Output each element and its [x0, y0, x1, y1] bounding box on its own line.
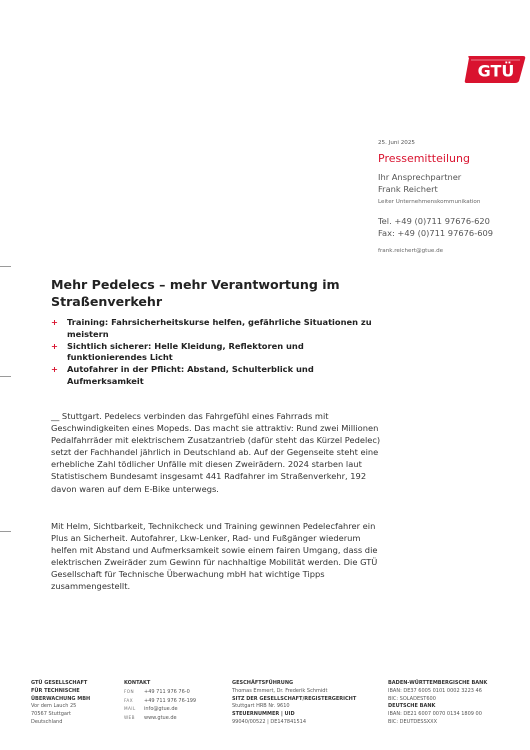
release-date: 25. Juni 2025	[378, 140, 415, 146]
press-release-title: Pressemitteilung	[378, 152, 470, 165]
contact-fax: Fax: +49 (0)711 97676-609	[378, 228, 494, 238]
contact-label: Ihr Ansprechpartner	[378, 172, 462, 182]
footer-mail-link[interactable]: MAIL info@gtue.de	[124, 706, 178, 713]
headline-line-1: Mehr Pedelecs – mehr Verantwortung im	[51, 277, 340, 292]
logo-wordmark: GTÜ	[477, 61, 515, 81]
key-point: + Sichtlich sicherer: Helle Kleidung, Reflektoren und funktionierendes Licht	[51, 340, 304, 362]
plus-icon: +	[51, 340, 58, 351]
gtue-logo	[463, 52, 527, 86]
footer-web-link[interactable]: WEB www.gtue.de	[124, 715, 177, 722]
key-point: + Autofahrer in der Pflicht: Abstand, Schulterblick und Aufmerksamkeit	[51, 364, 314, 386]
contact-role: Leiter Unternehmenskommunikation	[378, 199, 481, 205]
plus-icon: +	[51, 364, 58, 374]
footer-fax: FAX +49 711 976 76-199	[124, 697, 197, 704]
footer-management: GESCHÄFTSFÜHRUNG Thomas Emmert, Dr. Frederik Schmidt SITZ DER GESELLSCHAFT/REGISTERGERICHT Stuttgart HRB Nr. 9610 STEUERNUMMER | UID 99040/00522 | DE147841514	[232, 680, 357, 725]
contact-email-link[interactable]: frank.reichert@gtue.de	[378, 248, 444, 254]
key-points-list	[51, 317, 381, 388]
fold-mark-middle	[0, 376, 11, 377]
footer-company: GTÜ GESELLSCHAFT FÜR TECHNISCHE ÜBERWACHUNG MBH Vor dem Lauch 25 70567 Stuttgart Deutschland	[31, 680, 91, 725]
fold-mark-top	[0, 266, 11, 267]
footer-phone[interactable]: FON +49 711 976 76-0	[124, 688, 190, 695]
key-point: + Training: Fahrsicherheitskurse helfen, gefährliche Situationen zu meistern	[51, 317, 372, 339]
footer-banks: BADEN-WÜRTTEMBERGISCHE BANK IBAN: DE37 6005 0101 0002 3223 46 BIC: SOLADEST600 DEUTSCHE BANK IBAN: DE21 6007 0070 0134 1809 00 BIC: DEUTDESSXXX	[388, 680, 488, 725]
headline-line-2: Straßenverkehr	[51, 294, 163, 309]
fold-mark-bottom	[0, 531, 11, 532]
body-paragraph-2: Mit Helm, Sichtbarkeit, Technikcheck und Training gewinnen Pedelecfahrer ein Plus an Sicherheit. Autofahrer, Lkw-Lenker, Rad- und Fußgänger wiederum helfen mit Abstand und Aufmerksamkeit sowie einem fairen Umgang, dass die elektrischen Zweiräder zum Gewinn für nachhaltige Mobilität werden. Die GTÜ Gesellschaft für Technische Überwachung mbH hat wichtige Tipps zusammengestellt.	[51, 521, 378, 592]
footer-contact: KONTAKT FON +49 711 976 76-0 FAX +49 711 976 76-199 MAIL info@gtue.de WEB www.gtue.de	[124, 680, 197, 722]
article-headline	[51, 276, 381, 310]
contact-name: Frank Reichert	[378, 184, 438, 194]
plus-icon: +	[51, 317, 58, 327]
contact-phone[interactable]: Tel. +49 (0)711 97676-620	[378, 216, 490, 226]
body-paragraph-1: __ Stuttgart. Pedelecs verbinden das Fahrgefühl eines Fahrrads mit Geschwindigkeiten eines Mopeds. Das macht sie attraktiv: Rund zwei Millionen Pedalfahrräder mit elektrischem Zusatzantrieb (dafür steht das Kürzel Pedelec) setzt der Fachhandel jährlich in Deutschland ab. Auf der Gegenseite steht eine erhebliche Zahl tödlicher Unfälle mit diesen Zweirädern. 2024 starben laut Statistischem Bundesamt insgesamt 441 Radfahrer im Straßenverkehr, 192 davon waren auf dem E-Bike unterwegs.	[51, 411, 381, 494]
